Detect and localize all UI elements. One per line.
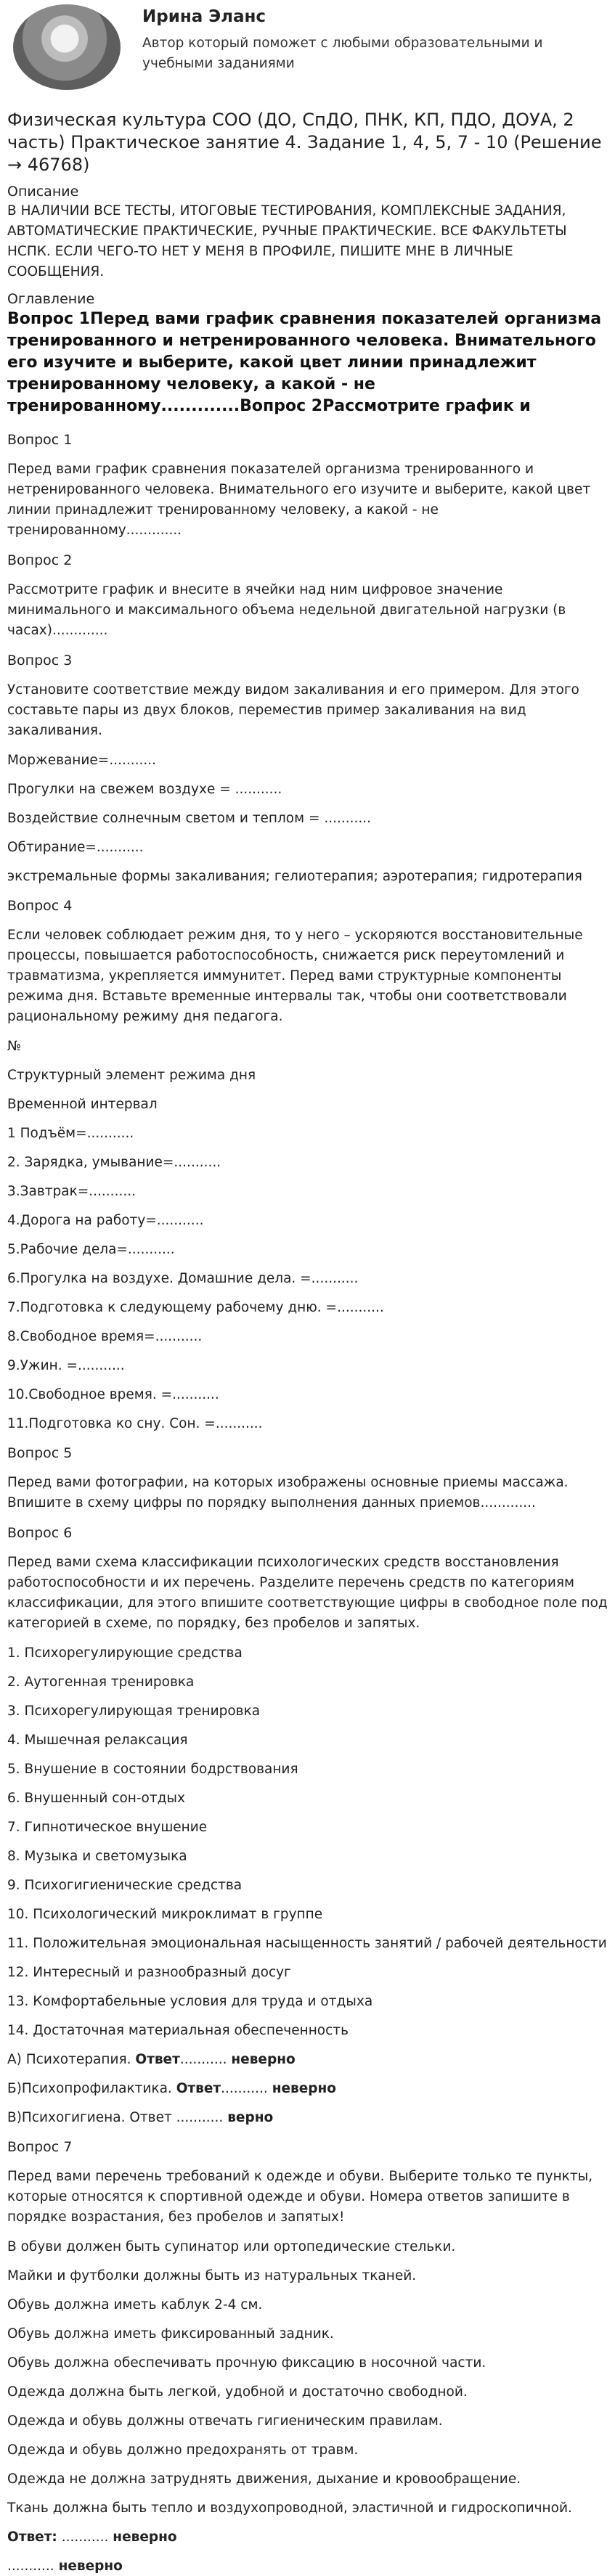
question-5-title: Вопрос 5 (7, 1445, 73, 1461)
question-7-line: В обуви должен быть супинатор или ортопедические стельки. (7, 2239, 456, 2254)
question-4-line: 9.Ужин. =........... (7, 1358, 125, 1373)
question-7-line: Ткань должна быть тепло и воздухопроводной, эластичной и гидроскопичной. (7, 2501, 572, 2516)
question-6-title: Вопрос 6 (7, 1525, 73, 1541)
question-6-item: 5. Внушение в состоянии бодрствования (7, 1762, 298, 1777)
author-avatar[interactable] (13, 4, 121, 90)
question-4-line: 10.Свободное время. =........... (7, 1387, 219, 1402)
question-4-line: № (7, 1039, 22, 1054)
answer-dots: ........... (221, 2081, 272, 2096)
question-6-item: 3. Психорегулирующая тренировка (7, 1704, 261, 1719)
question-4-line: 1 Подъём=........... (7, 1126, 134, 1141)
question-6-item: 12. Интересный и разнообразный досуг (7, 1965, 291, 1980)
answer-dots: ........... (179, 2052, 232, 2067)
question-4-title: Вопрос 4 (7, 898, 73, 914)
answer-word: Ответ (176, 2081, 221, 2096)
question-6-item: 2. Аутогенная тренировка (7, 1675, 195, 1690)
question-3-text: Установите соответствие между видом закаливания и его примером. Для этого составьте пары из двух блоков, переместив пример закаливания на вид закаливания. (7, 682, 579, 738)
question-6-item: 10. Психологический микроклимат в группе (7, 1907, 323, 1922)
question-6-item: 7. Гипнотическое внушение (7, 1820, 208, 1835)
question-4-line: 3.Завтрак=........... (7, 1184, 136, 1199)
question-4-line: 11.Подготовка ко сну. Сон. =........... (7, 1416, 263, 1431)
question-4-line: 5.Рабочие дела=........... (7, 1242, 175, 1257)
author-description: Автор который поможет с любыми образовательными и учебными заданиями (142, 36, 543, 71)
question-6-item: 4. Мышечная релаксация (7, 1733, 188, 1748)
question-7-line: Одежда должна быть легкой, удобной и достаточно свободной. (7, 2384, 468, 2400)
question-7-line: Одежда и обувь должно предохранять от травм. (7, 2442, 359, 2458)
question-6-item: 11. Положительная эмоциональная насыщенность занятий / рабочей деятельности (7, 1936, 607, 1951)
question-3-line: Воздействие солнечным светом и теплом = ........... (7, 811, 372, 826)
question-6-item: 8. Музыка и светомузыка (7, 1849, 187, 1864)
author-info (142, 4, 607, 74)
question-3-title: Вопрос 3 (7, 653, 73, 668)
question-4-line: Временной интервал (7, 1097, 158, 1112)
question-7-answer (7, 2528, 608, 2547)
question-1-text: Перед вами график сравнения показателей организма тренированного и нетренированного человека. Внимательного его изучите и выберите, какой цвет линии принадлежит тренированному человеку, а какой - не тренированному............. (7, 462, 591, 538)
answer-verdict: верно (227, 2110, 274, 2125)
toc-label: Оглавление (7, 291, 95, 307)
question-3-line: Прогулки на свежем воздухе = ........... (7, 782, 282, 797)
question-2-text: Рассмотрите график и внесите в ячейки над ним цифровое значение минимального и максимального объема недельной двигательной нагрузки (в часах)............. (7, 582, 566, 638)
question-7-text: Перед вами перечень требований к одежде и обуви. Выберите только те пункты, которые относятся к спортивной одежде и обуви. Номера ответов запишите в порядке возрастания, без пробелов и запятых! (7, 2169, 593, 2225)
question-7-line: Обувь должна иметь фиксированный задник. (7, 2326, 334, 2342)
question-7-extra-answer (7, 2557, 608, 2576)
toc-text: Вопрос 1Перед вами график сравнения показателей организма тренированного и нетренированного человека. Внимательного его изучите и выберите, какой цвет линии принадлежит тренированному человеку, а какой - не тренированному.............Вопрос 2Рассмотрите график и (7, 310, 602, 415)
question-6-item: 6. Внушенный сон-отдых (7, 1791, 185, 1806)
question-4-line: 2. Зарядка, умывание=........... (7, 1155, 221, 1170)
question-7-line: Одежда не должна затруднять движения, дыхание и кровообращение. (7, 2471, 521, 2487)
answer-dots: ........... (57, 2530, 113, 2545)
question-7-title: Вопрос 7 (7, 2139, 73, 2155)
document-title: Физическая культура СОО (ДО, СпДО, ПНК, КП, ПДО, ДОУА, 2 часть) Практическое занятие 4. Задание 1, 4, 5, 7 - 10 (Решение → 46768) (7, 110, 602, 175)
question-6-answer-c (7, 2109, 608, 2127)
question-7-line: Обувь должна иметь каблук 2-4 см. (7, 2297, 263, 2313)
question-2-title: Вопрос 2 (7, 552, 73, 568)
author-card (0, 0, 615, 102)
question-4-line: Структурный элемент режима дня (7, 1068, 256, 1083)
question-6-item: 1. Психорегулирующие средства (7, 1645, 243, 1661)
answer-verdict: неверно (231, 2052, 296, 2067)
question-3-line: экстремальные формы закаливания; гелиотерапия; аэротерапия; гидротерапия (7, 869, 582, 884)
question-6-item: 13. Комфортабельные условия для труда и отдыха (7, 1994, 373, 2009)
answer-dots: ........... (7, 2559, 59, 2574)
author-name[interactable]: Ирина Эланс (142, 7, 266, 26)
question-7-line: Обувь должна обеспечивать прочную фиксацию в носочной части. (7, 2355, 486, 2371)
answer-verdict: неверно (113, 2530, 177, 2545)
question-4-line: 4.Дорога на работу=........... (7, 1213, 204, 1228)
answer-verdict: неверно (272, 2081, 337, 2096)
question-7-line: Одежда и обувь должны отвечать гигиеническим правилам. (7, 2413, 443, 2429)
answer-prefix: А) Психотерапия. (7, 2052, 136, 2067)
question-3-line: Обтирание=........... (7, 840, 144, 855)
question-6-item: 14. Достаточная материальная обеспеченность (7, 2023, 349, 2038)
question-6-text: Перед вами схема классификации психологических средств восстановления работоспособности и их перечень. Разделите перечень средств по категориям классификации, для этого впишите соответствующие цифры в свободное поле под категорией в схеме, по порядку, без пробелов и запятых. (7, 1555, 608, 1631)
question-4-text: Если человек соблюдает режим дня, то у него – ускоряются восстановительные процессы, повышается работоспособность, снижается риск переутомлений и травматизма, укрепляется иммунитет. Перед вами структурные компоненты режима дня. Вставьте временные интервалы так, чтобы они соответствовали рациональному режиму дня педагога. (7, 928, 583, 1024)
question-4-line: 8.Свободное время=........... (7, 1329, 203, 1344)
answer-prefix: Б)Психопрофилактика. (7, 2081, 176, 2096)
answer-word: Ответ (135, 2052, 180, 2067)
question-6-item: 9. Психогигиенические средства (7, 1878, 243, 1893)
question-6-answer-b (7, 2080, 608, 2098)
question-4-line: 6.Прогулка на воздухе. Домашние дела. =........... (7, 1271, 359, 1286)
question-6-answer-a (7, 2050, 608, 2069)
question-3-line: Моржевание=........... (7, 753, 156, 768)
description-text: В НАЛИЧИИ ВСЕ ТЕСТЫ, ИТОГОВЫЕ ТЕСТИРОВАНИЯ, КОМПЛЕКСНЫЕ ЗАДАНИЯ, АВТОМАТИЧЕСКИЕ ПРАКТИЧЕСКИЕ, РУЧНЫЕ ПРАКТИЧЕСКИЕ. ВСЕ ФАКУЛЬТЕТЫ НСПК. ЕСЛИ ЧЕГО-ТО НЕТ У МЕНЯ В ПРОФИЛЕ, ПИШИТЕ МНЕ В ЛИЧНЫЕ СООБЩЕНИЯ. (7, 203, 567, 279)
description-label: Описание (7, 184, 79, 200)
answer-prefix: В)Психогигиена. Ответ ........... (7, 2110, 228, 2125)
question-5-text: Перед вами фотографии, на которых изображены основные приемы массажа. Впишите в схему цифры по порядку выполнения данных приемов............. (7, 1475, 569, 1510)
answer-verdict: неверно (58, 2559, 123, 2574)
question-1-title: Вопрос 1 (7, 432, 73, 448)
question-4-line: 7.Подготовка к следующему рабочему дню. =........... (7, 1300, 384, 1315)
document-content (0, 109, 615, 2576)
answer-word: Ответ: (7, 2530, 57, 2545)
question-7-line: Майки и футболки должны быть из натуральных тканей. (7, 2268, 417, 2283)
